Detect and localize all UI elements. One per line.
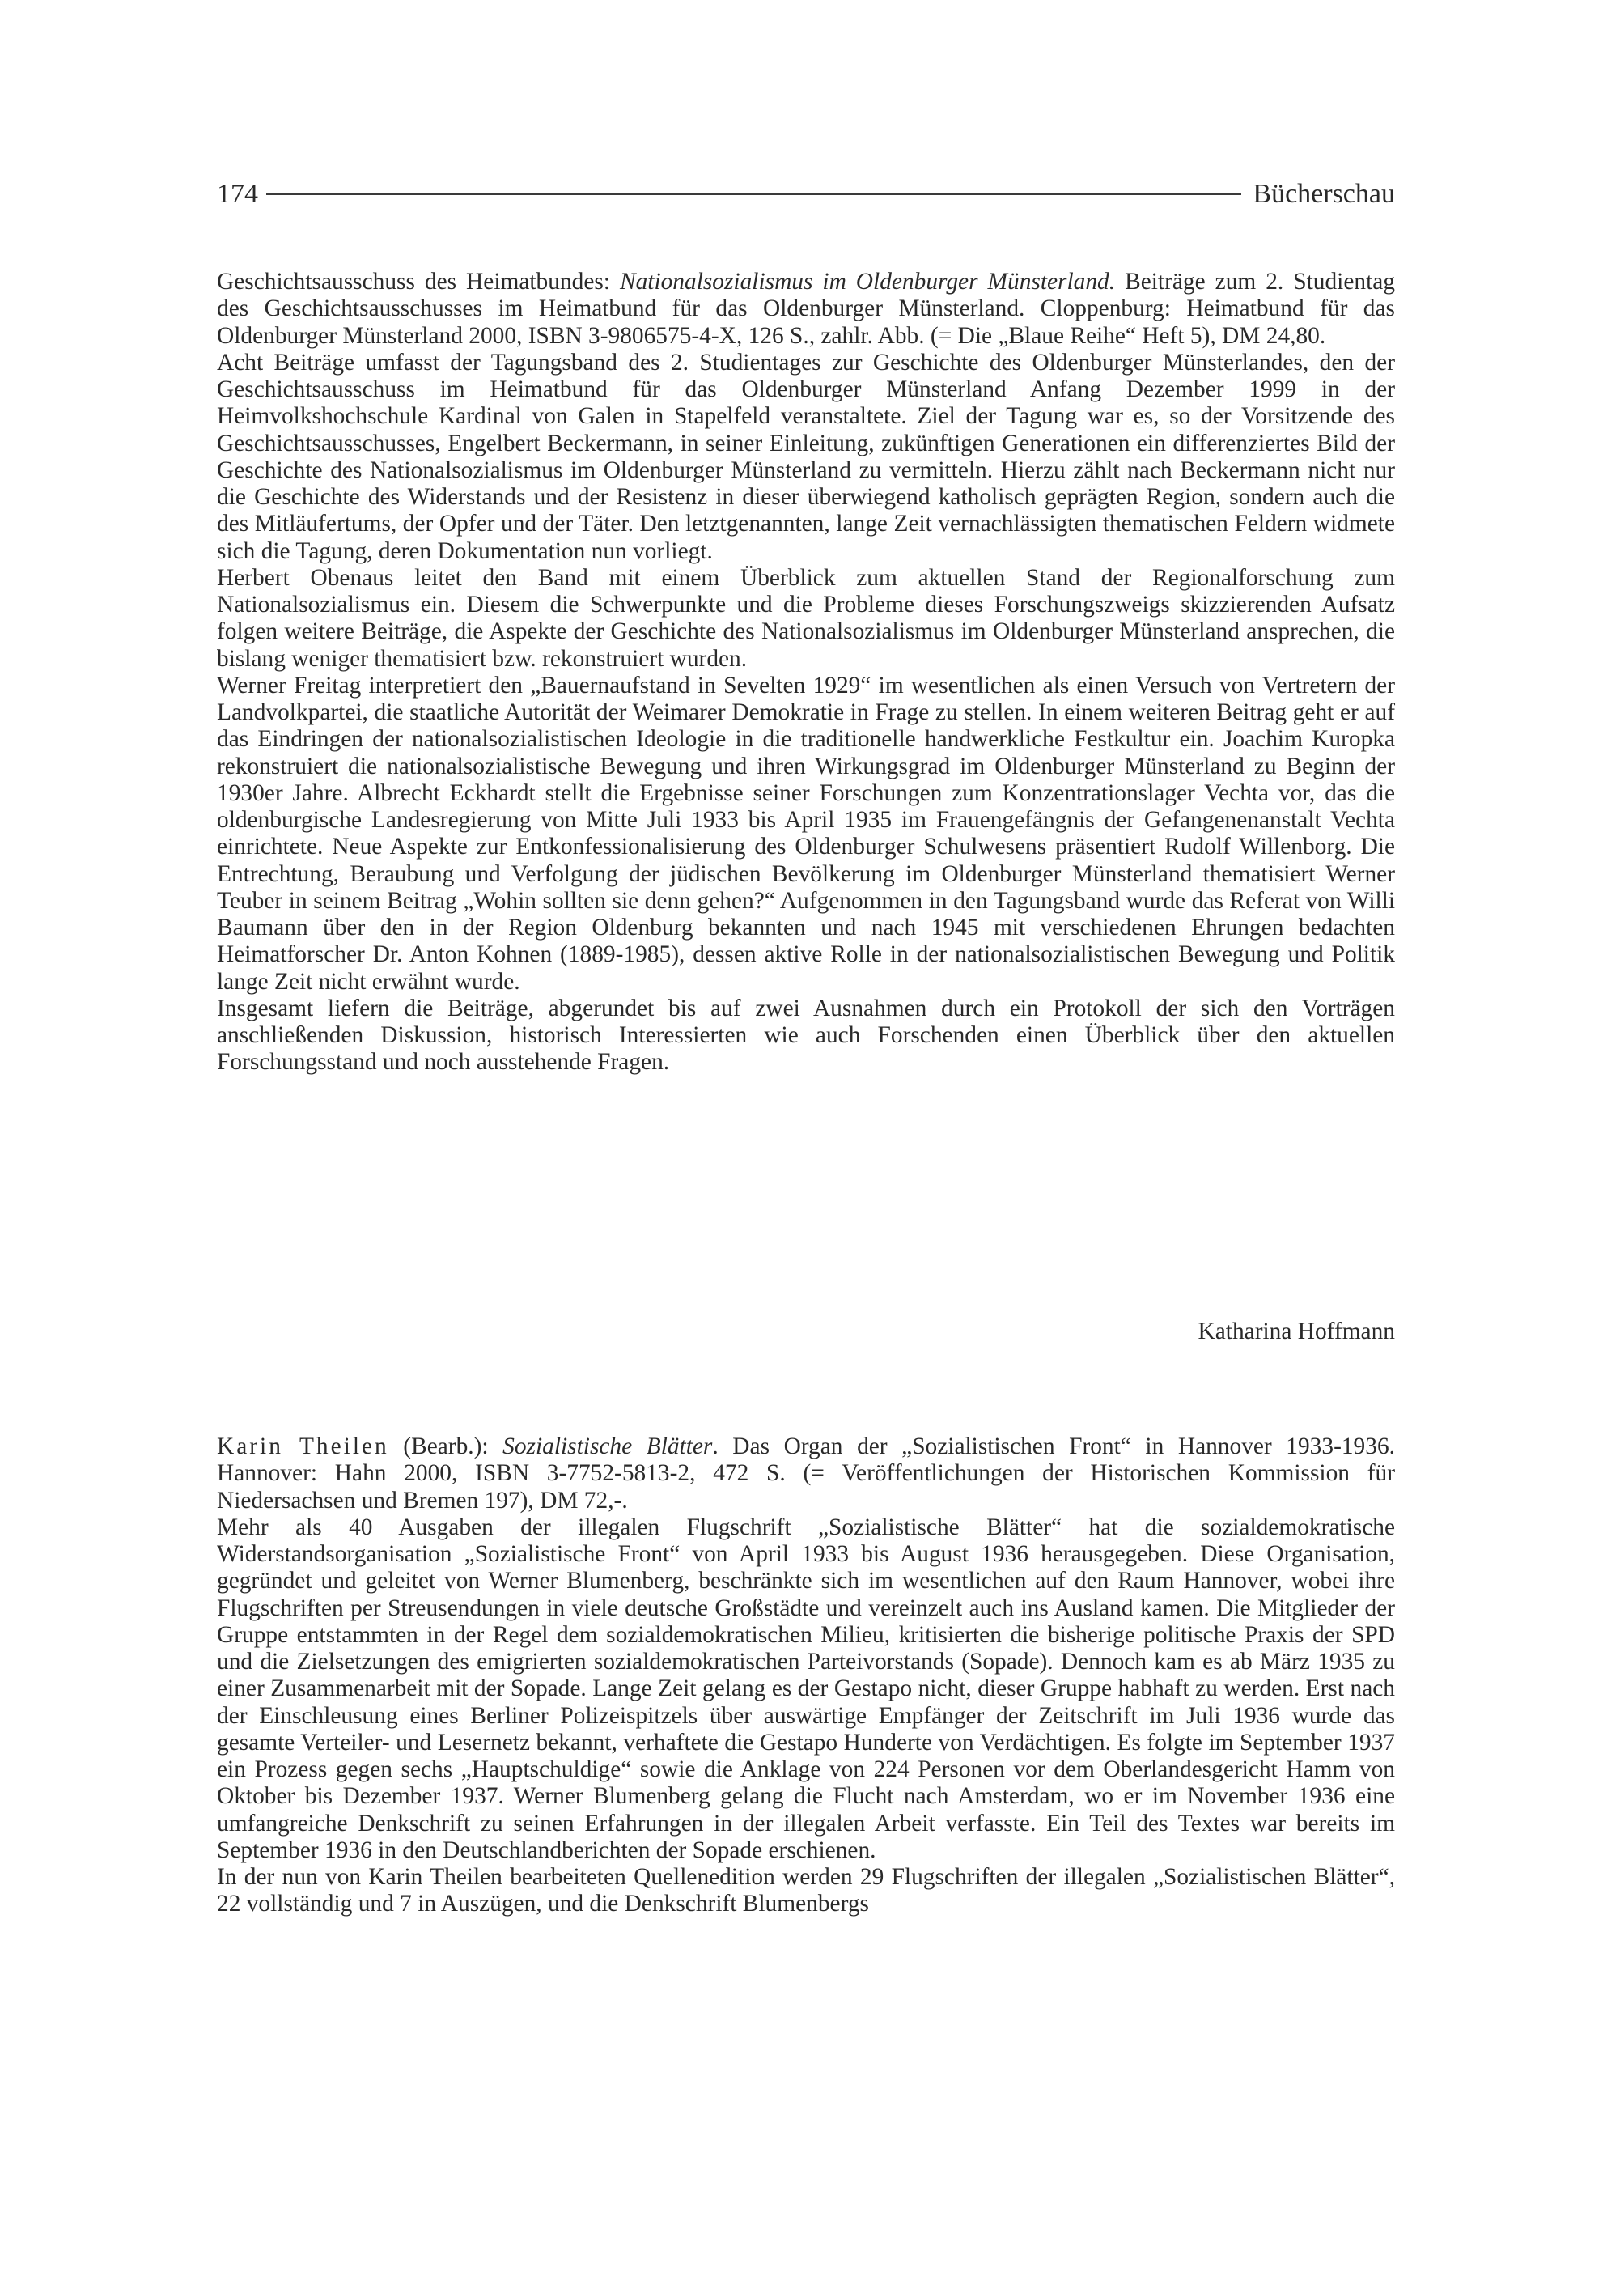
review-1-editor: Geschichtsausschuss des Heimatbundes: (217, 269, 620, 295)
review-1-paragraph-2: Herbert Obenaus leitet den Band mit einem Überblick zum aktuellen Stand der Regionalforschung zum Nationalsozialismus ein. Diesem die Schwerpunkte und die Probleme dieses Forschungszweigs skizzierenden Aufsatz folgen weitere Beiträge, die Aspekte der Geschichte des Nationalsozialismus im Oldenburger Münsterland ansprechen, die bislang weniger thematisiert bzw. rekonstruiert wurden. (217, 564, 1395, 672)
running-head (217, 172, 1395, 217)
review-1-book-title: Nationalsozialismus im Oldenburger Münsterland. (619, 269, 1116, 295)
review-1 (217, 269, 1395, 1076)
review-1-bibliographic-details: Beiträge zum 2. Studientag des Geschichtsausschusses im Heimatbund für das Oldenburger Münsterland. Cloppenburg: Heimatbund für das Oldenburger Münsterland 2000, ISBN 3-9806575-4-X, 126 S., zahlr. Abb. (= Die „Blaue Reihe“ Heft 5), DM 24,80. (217, 269, 1395, 349)
review-2-bibliographic-details: . Das Organ der „Sozialistischen Front“ in Hannover 1933-1936. Hannover: Hahn 2000, ISBN 3-7752-5813-2, 472 S. (= Veröffentlichungen der Historischen Kommission für Niedersachsen und Bremen 197), DM 72,-. (217, 1433, 1395, 1514)
section-title: Bücherschau (1253, 179, 1395, 209)
review-2-paragraph-1: Mehr als 40 Ausgaben der illegalen Flugschrift „Sozialistische Blätter“ hat die sozialdemokratische Widerstandsorganisation „Sozialistische Front“ von April 1933 bis August 1936 herausgegeben. Diese Organisation, gegründet und geleitet von Werner Blumenberg, beschränkte sich im wesentlichen auf den Raum Hannover, wobei ihre Flugschriften per Streusendungen in viele deutsche Großstädte und vereinzelt auch ins Ausland kamen. Die Mitglieder der Gruppe entstammten in der Regel dem sozialdemokratischen Milieu, kritisierten die bisherige politische Praxis der SPD und die Zielsetzungen des emigrierten sozialdemokratischen Parteivorstands (Sopade). Dennoch kam es ab März 1935 zu einer Zusammenarbeit mit der Sopade. Lange Zeit gelang es der Gestapo nicht, dieser Gruppe habhaft zu werden. Erst nach der Einschleusung eines Berliner Polizeispitzels über auswärtige Empfänger der Zeitschrift im Juli 1936 wurde das gesamte Verteiler- und Lesernetz bekannt, verhaftete die Gestapo Hunderte von Verdächtigen. Es folgte im September 1937 ein Prozess gegen sechs „Hauptschuldige“ sowie die Anklage von 224 Personen vor dem Oberlandesgericht Hamm von Oktober bis Dezember 1937. Werner Blumenberg gelang die Flucht nach Amsterdam, wo er im November 1936 eine umfangreiche Denkschrift zu seinen Erfahrungen in der illegalen Arbeit verfasste. Ein Teil des Textes war bereits im September 1936 in den Deutschlandberichten der Sopade erschienen. (217, 1514, 1395, 1863)
review-1-paragraph-3: Werner Freitag interpretiert den „Bauernaufstand in Sevelten 1929“ im wesentlichen als einen Versuch von Vertretern der Landvolkpartei, die staatliche Autorität der Weimarer Demokratie in Frage zu stellen. In einem weiteren Beitrag geht er auf das Eindringen der nationalsozialistischen Ideologie in die traditionelle handwerkliche Festkultur ein. Joachim Kuropka rekonstruiert die nationalsozialistische Bewegung und ihren Wirkungsgrad im Oldenburger Münsterland zu Beginn der 1930er Jahre. Albrecht Eckhardt stellt die Ergebnisse seiner Forschungen zum Konzentrationslager Vechta vor, das die oldenburgische Landesregierung von Mitte Juli 1933 bis April 1935 im Frauengefängnis der Gefangenenanstalt Vechta einrichtete. Neue Aspekte zur Entkonfessionalisierung des Oldenburger Schulwesens präsentiert Rudolf Willenborg. Die Entrechtung, Beraubung und Verfolgung der jüdischen Bevölkerung im Oldenburger Münsterland thematisiert Werner Teuber in seinem Beitrag „Wohin sollten sie denn gehen?“ Aufgenommen in den Tagungsband wurde das Referat von Willi Baumann über den in der Region Oldenburg bekannten und nach 1945 mit verschiedenen Ehrungen bedachten Heimatforscher Dr. Anton Kohnen (1889-1985), dessen aktive Rolle in der nationalsozialistischen Bewegung und Politik lange Zeit nicht erwähnt wurde. (217, 672, 1395, 995)
reviewer-signature: Katharina Hoffmann (1198, 1318, 1395, 1344)
review-2-author: Karin Theilen (217, 1433, 389, 1459)
review-2-book-title: Sozialistische Blätter (502, 1433, 713, 1459)
review-2 (217, 1433, 1395, 1918)
review-1-paragraph-4: Insgesamt liefern die Beiträge, abgerundet bis auf zwei Ausnahmen durch ein Protokoll der sich den Vorträgen anschließenden Diskussion, historisch Interessierten wie auch Forschenden einen Überblick über den aktuellen Forschungsstand und noch ausstehende Fragen. (217, 995, 1395, 1076)
review-1-paragraph-1: Acht Beiträge umfasst der Tagungsband des 2. Studientages zur Geschichte des Oldenburger Münsterlandes, den der Geschichtsausschuss im Heimatbund für das Oldenburger Münsterland Anfang Dezember 1999 in der Heimvolkshochschule Kardinal von Galen in Stapelfeld veranstaltete. Ziel der Tagung war es, so der Vorsitzende des Geschichtsausschusses, Engelbert Beckermann, in seiner Einleitung, zukünftigen Generationen ein differenziertes Bild der Geschichte des Nationalsozialismus im Oldenburger Münsterland zu vermitteln. Hierzu zählt nach Beckermann nicht nur die Geschichte des Widerstands und der Resistenz in dieser überwiegend katholisch geprägten Region, sondern auch die des Mitläufertums, der Opfer und der Täter. Den letztgenannten, lange Zeit vernachlässigten thematischen Feldern widmete sich die Tagung, deren Dokumentation nun vorliegt. (217, 349, 1395, 564)
review-2-paragraph-2: In der nun von Karin Theilen bearbeiteten Quellenedition werden 29 Flugschriften der illegalen „Sozialistischen Blätter“, 22 vollständig und 7 in Auszügen, und die Denkschrift Blumenbergs (217, 1864, 1395, 1917)
review-1-citation (217, 269, 1395, 350)
header-rule (266, 193, 1241, 195)
review-2-citation (217, 1433, 1395, 1514)
page-number: 174 (217, 179, 258, 209)
review-2-role: (Bearb.): (388, 1433, 503, 1459)
